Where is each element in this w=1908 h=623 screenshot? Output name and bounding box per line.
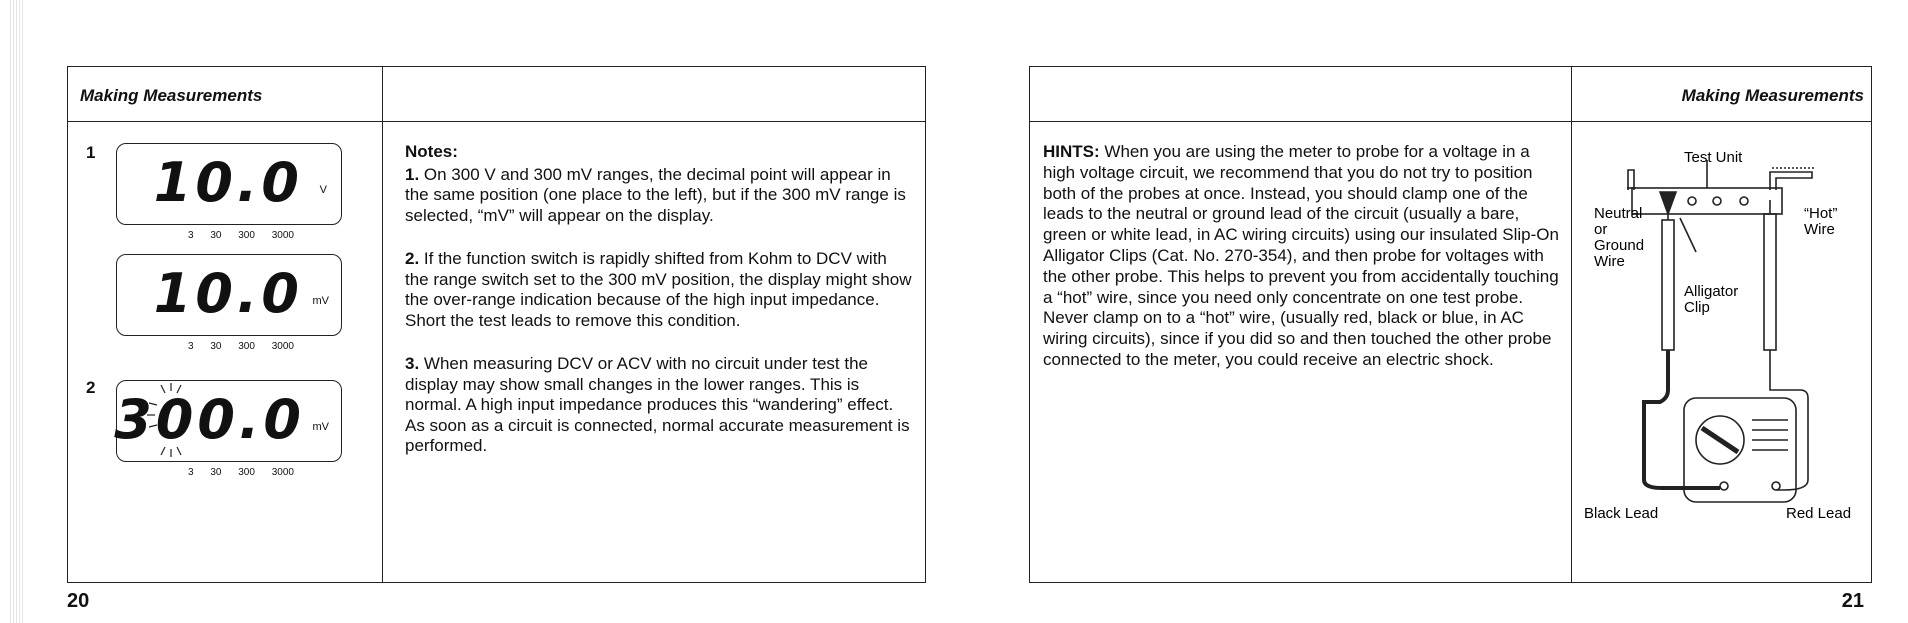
range-scale-3: 3 30 300 3000 [188, 467, 294, 478]
hot-wire-label-2: Wire [1804, 221, 1835, 238]
hints-section [1043, 142, 1561, 371]
right-page-number: 21 [1841, 590, 1864, 612]
probe-connection-diagram [1572, 140, 1872, 520]
note-item-1 [405, 165, 915, 227]
note-2-text: If the function switch is rapidly shifted from Kohm to DCV with the range switch set to the 300 mV position, the display might show the over-range indication because of the high input impedance. Short the test leads to remove this condition. [405, 249, 912, 330]
note-2-number: 2. [405, 249, 420, 268]
lcd-reading-1: 10.0 [153, 151, 303, 214]
note-3-text: When measuring DCV or ACV with no circuit under test the display may show small changes in the lower ranges. This is normal. A high input impedance produces this “wandering” effect. As soon as a circuit is connected, normal accurate measurement is performed. [405, 354, 910, 455]
test-unit-label: Test Unit [1684, 149, 1743, 166]
neutral-wire [1628, 170, 1634, 190]
lcd-display-2 [116, 254, 342, 336]
display-2-number: 2 [86, 378, 96, 397]
neutral-label-2: or [1594, 221, 1608, 238]
left-header-divider [67, 121, 926, 122]
lcd-display-1 [116, 143, 342, 225]
note-1-number: 1. [405, 164, 420, 184]
note-3-number: 3. [405, 354, 420, 373]
lcd-reading-3: 300.0 [114, 388, 305, 451]
range-scale-1: 3 30 300 3000 [188, 230, 294, 241]
black-probe [1662, 220, 1674, 350]
left-page-number: 20 [67, 590, 90, 612]
hot-wire-label-1: “Hot” [1804, 205, 1838, 222]
note-1-text: On 300 V and 300 mV ranges, the decimal point will appear in the same position (one place to the left), but if the 300 mV range is selected, “mV” will appear on the display. [405, 164, 906, 225]
left-page-header: Making Measurements [80, 86, 263, 105]
lcd-reading-2: 10.0 [153, 262, 303, 325]
test-unit-block [1632, 188, 1782, 214]
black-lead-label: Black Lead [1584, 505, 1659, 520]
note-item-3 [405, 354, 915, 457]
notes-section [405, 142, 915, 480]
lcd-display-3 [116, 380, 342, 462]
book-spine-shadow [10, 0, 24, 623]
display-1-number: 1 [86, 143, 96, 162]
hints-label: HINTS: [1043, 142, 1100, 161]
neutral-label-1: Neutral [1594, 205, 1643, 222]
alligator-label-2: Clip [1684, 299, 1710, 316]
right-header-divider [1029, 121, 1872, 122]
range-scale-2: 3 30 300 3000 [188, 341, 294, 352]
alligator-label-1: Alligator [1684, 283, 1739, 300]
note-item-2 [405, 249, 915, 331]
right-page-header: Making Measurements [1681, 86, 1864, 105]
hints-text: When you are using the meter to probe for a voltage in a high voltage circuit, we recommend that you do not try to position both of the probes at once. Instead, you should clamp one of the leads to the neutral or ground lead of the circuit (usually a bare, green or white lead, in AC wiring circuits) using our insulated Slip-On Alligator Clips (Cat. No. 270-354), and then probe for voltages with the other probe. This helps to prevent you from accidentally touching a “hot” wire, since you need only concentrate on one test probe. Never clamp on to a “hot” wire, (usually red, black or blue, in AC wiring circuits), since if you did so and then touched the other probe connected to the meter, you could receive an electric shock. [1043, 142, 1559, 369]
lcd-unit-2: mV [312, 295, 329, 307]
red-probe [1764, 214, 1776, 350]
neutral-label-3: Ground [1594, 237, 1645, 254]
red-lead-label: Red Lead [1786, 505, 1852, 520]
notes-title: Notes: [405, 142, 458, 161]
left-column-divider [382, 66, 383, 583]
alligator-clip [1660, 192, 1676, 214]
lcd-unit-3: mV [312, 421, 329, 433]
neutral-label-4: Wire [1594, 253, 1625, 270]
lcd-unit-1: V [319, 184, 327, 196]
